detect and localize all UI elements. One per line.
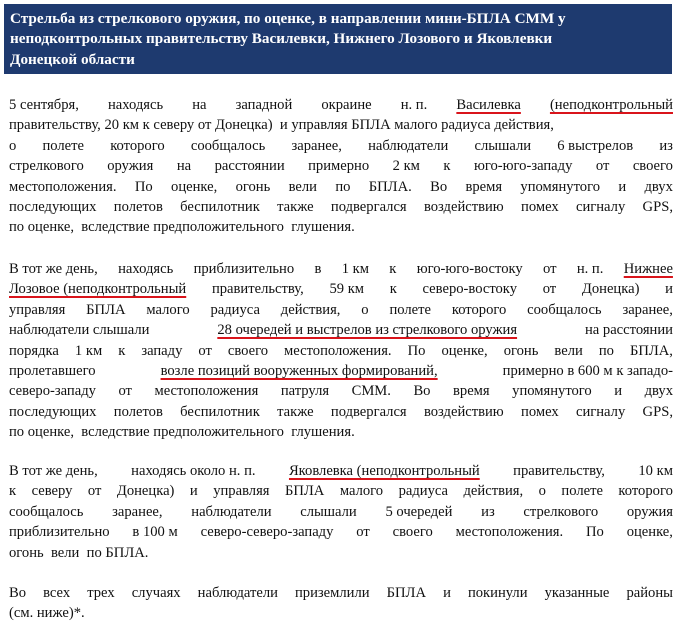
text-line (9, 583, 673, 603)
text-segment: наблюдатели (368, 137, 449, 154)
text-line (9, 197, 673, 217)
text-segment: наблюдатели (197, 585, 278, 601)
text-segment: своего (632, 158, 673, 175)
text-line (9, 177, 673, 197)
text-segment: покинули (467, 585, 528, 601)
text-segment: и (614, 383, 623, 400)
text-segment: о (361, 301, 369, 318)
text-segment: от (356, 524, 370, 541)
text-segment: к (118, 342, 126, 359)
text-segment: сообщалось (190, 137, 266, 154)
text-line (9, 422, 673, 442)
text-segment: трех (87, 585, 115, 601)
highlighted-text: Лозовое (неподконтрольный (9, 281, 187, 298)
text-segment: которого (451, 301, 507, 318)
text-segment: правительству, (513, 463, 605, 479)
text-segment: указанные (544, 585, 610, 601)
text-segment: в (314, 261, 322, 277)
text-segment: своего (227, 342, 269, 359)
text-segment: полетов (113, 198, 163, 215)
text-segment: на (176, 158, 192, 175)
text-segment: примерно (308, 158, 370, 175)
text-segment: двух (644, 178, 673, 195)
text-segment: полете (561, 483, 603, 500)
text-segment: и (618, 178, 627, 195)
paragraph (9, 95, 673, 238)
text-segment: к (389, 281, 397, 298)
text-segment: 59 км (329, 281, 365, 298)
text-segment: приземлили (294, 585, 370, 601)
text-segment: упомянутого (512, 383, 592, 400)
section-title (4, 4, 672, 74)
text-segment: действия, (280, 301, 341, 318)
text-segment: По (134, 178, 153, 195)
text-segment: подвергался (330, 403, 407, 420)
text-segment: помех (521, 198, 559, 215)
text-segment: стрелкового (9, 158, 84, 175)
text-segment: беспилотник (180, 198, 260, 215)
text-segment: юго-юго-востоку (416, 261, 523, 277)
text-segment: двух (644, 383, 673, 400)
text-segment: которого (618, 483, 673, 500)
text-segment: полетов (113, 403, 163, 420)
text-segment: воздействию (423, 403, 504, 420)
text-segment: правительству, (211, 281, 304, 298)
text-segment: слышали (474, 137, 532, 154)
text-segment: окраине (321, 97, 372, 113)
text-segment: сообщалось (9, 503, 84, 520)
text-line (9, 341, 673, 361)
text-segment: полете (42, 137, 85, 154)
highlighted-text: возле позиций вооруженных формирований, (160, 362, 438, 379)
text-segment: примерно в 600 м к западо- (502, 362, 673, 379)
text-segment: время (465, 178, 503, 195)
text-segment: о (538, 483, 546, 500)
highlighted-text: Яковлевка (неподконтрольный (288, 463, 480, 479)
text-segment: по оценке, вследствие предположительного глушения. (9, 424, 355, 441)
text-segment: патруля (280, 383, 330, 400)
text-segment: также (277, 198, 314, 215)
text-segment: 1 км (74, 342, 103, 359)
text-line (9, 381, 673, 401)
text-segment: сигналу (575, 198, 626, 215)
text-line (9, 543, 673, 563)
text-segment: По (407, 342, 426, 359)
text-segment: Во (9, 585, 27, 601)
text-segment: малого (146, 301, 190, 318)
text-segment: беспилотник (180, 403, 260, 420)
text-segment: пролетавшего (9, 362, 96, 379)
text-segment: местоположения. (9, 178, 117, 195)
text-segment: воздействию (423, 198, 504, 215)
text-segment: на (192, 97, 207, 113)
text-segment: западной (235, 97, 293, 113)
text-line (9, 320, 673, 340)
text-segment: заранее, (622, 301, 673, 318)
text-line (9, 217, 673, 237)
text-segment: огонь вели по БПЛА. (9, 544, 149, 561)
text-segment: северу (31, 483, 73, 500)
text-segment: местоположения (154, 383, 259, 400)
text-line (9, 361, 673, 381)
text-segment: западу (141, 342, 183, 359)
text-segment: БПЛА. (368, 178, 412, 195)
text-segment: упомянутого (520, 178, 601, 195)
text-segment: приблизительно (9, 524, 110, 541)
text-line (9, 603, 673, 623)
text-segment: северо-востоку (422, 281, 517, 298)
text-segment: СММ. (351, 383, 391, 400)
text-segment: последующих (9, 198, 97, 215)
text-segment: случаях (131, 585, 181, 601)
text-segment: По (585, 524, 604, 541)
text-segment: радиуса (210, 301, 260, 318)
text-segment: из (481, 503, 495, 520)
text-segment: от (542, 281, 557, 298)
text-segment: огонь (235, 178, 271, 195)
text-segment: от (87, 483, 102, 500)
text-segment: помех (521, 403, 559, 420)
text-segment: управляя (9, 301, 66, 318)
text-line (9, 402, 673, 422)
text-segment: малого (339, 483, 384, 500)
paragraph (9, 461, 673, 563)
text-line (9, 115, 673, 135)
text-segment: наблюдатели слышали (9, 322, 150, 339)
text-segment: действия, (463, 483, 524, 500)
text-segment: 5 сентября, (9, 97, 79, 113)
text-segment: полете (389, 301, 431, 318)
text-segment: GPS, (642, 403, 673, 420)
text-segment: вели (554, 342, 583, 359)
text-segment: которого (110, 137, 165, 154)
text-segment: районы (626, 585, 673, 601)
text-segment: вели (288, 178, 317, 195)
text-segment: Донецка) (116, 483, 175, 500)
text-segment: находясь около н. п. (131, 463, 256, 479)
text-segment: В тот же день, (9, 463, 98, 479)
text-segment: оценке, (441, 342, 488, 359)
text-segment: БПЛА (386, 585, 426, 601)
title-line: Стрельба из стрелкового оружия, по оценке, в направлении мини-БПЛА СММ у (10, 10, 566, 27)
text-segment: также (277, 403, 314, 420)
text-segment: радиуса (398, 483, 449, 500)
text-segment: БПЛА (86, 301, 126, 318)
text-segment: северо-западу (9, 383, 96, 400)
highlighted-text: Нижнее (623, 261, 673, 277)
text-segment: 2 км (392, 158, 420, 175)
paragraph (9, 259, 673, 443)
text-segment: оружия (107, 158, 154, 175)
text-line (9, 300, 673, 320)
paragraph (9, 583, 673, 624)
text-segment: в 100 м (132, 524, 178, 541)
text-segment: БПЛА, (629, 342, 673, 359)
text-segment: Донецка) (581, 281, 640, 298)
text-segment: оценке, (171, 178, 218, 195)
text-segment: заранее, (291, 137, 342, 154)
text-line (9, 259, 673, 279)
text-segment: подвергался (330, 198, 407, 215)
text-segment: местоположения. (284, 342, 392, 359)
text-segment: и (665, 281, 673, 298)
text-segment: последующих (9, 403, 97, 420)
text-segment: н. п. (576, 261, 604, 277)
text-segment: из (659, 137, 673, 154)
text-segment: к (443, 158, 451, 175)
text-segment: от (118, 383, 132, 400)
text-line (9, 95, 673, 115)
highlighted-text: (неподконтрольный (549, 97, 673, 113)
text-line (9, 502, 673, 522)
text-segment: всех (43, 585, 71, 601)
text-segment: слышали (300, 503, 357, 520)
text-segment: 5 очередей (385, 503, 453, 520)
highlighted-text: 28 очередей и выстрелов из стрелкового оружия (217, 322, 518, 339)
text-segment: юго-юго-западу (473, 158, 573, 175)
text-line (9, 481, 673, 501)
text-segment: приблизительно (193, 261, 295, 277)
text-segment: Во (413, 383, 431, 400)
text-segment: и (189, 483, 198, 500)
text-segment: сообщалось (527, 301, 602, 318)
text-segment: к (389, 261, 397, 277)
text-segment: оценке, (626, 524, 673, 541)
text-segment: порядка (9, 342, 59, 359)
text-segment: оружия (626, 503, 673, 520)
text-segment: Во (430, 178, 448, 195)
text-segment: по оценке, вследствие предположительного глушения. (9, 219, 355, 236)
text-segment: В тот же день, (9, 261, 98, 277)
text-segment: 6 выстрелов (557, 137, 634, 154)
text-segment: наблюдатели (191, 503, 272, 520)
text-segment: сигналу (575, 403, 626, 420)
text-segment: по (335, 178, 351, 195)
text-segment: по (598, 342, 614, 359)
text-segment: от (543, 261, 557, 277)
text-segment: на расстоянии (584, 322, 673, 339)
text-segment: (см. ниже)*. (9, 605, 85, 622)
text-segment: и (443, 585, 451, 601)
title-line: неподконтрольных правительству Василевки, Нижнего Лозового и Яковлевки (10, 30, 553, 48)
text-segment: 10 км (638, 463, 673, 479)
text-segment: стрелкового (523, 503, 599, 520)
text-line (9, 156, 673, 176)
text-segment: заранее, (112, 503, 163, 520)
text-line (9, 136, 673, 156)
text-line (9, 522, 673, 542)
text-line (9, 279, 673, 299)
text-segment: GPS, (642, 198, 673, 215)
text-segment: 1 км (341, 261, 369, 277)
text-segment: находясь (118, 261, 174, 277)
text-segment: своего (392, 524, 433, 541)
text-segment: н. п. (400, 97, 428, 113)
text-segment: правительству, 20 км к северу от Донецка) и управляя БПЛА малого радиуса действия, (9, 117, 554, 134)
text-segment: северо-северо-западу (200, 524, 334, 541)
title-line: Донецкой области (10, 50, 135, 68)
text-segment: к (9, 483, 17, 500)
highlighted-text: Василевка (456, 97, 521, 113)
text-segment: управляя (213, 483, 270, 500)
text-segment: местоположения. (455, 524, 564, 541)
text-segment: расстоянии (214, 158, 285, 175)
text-segment: БПЛА (284, 483, 325, 500)
text-segment: находясь (107, 97, 164, 113)
text-line (9, 461, 673, 481)
text-segment: время (453, 383, 490, 400)
text-segment: огонь (503, 342, 539, 359)
text-segment: от (595, 158, 610, 175)
text-segment: о (9, 137, 17, 154)
text-segment: от (198, 342, 212, 359)
